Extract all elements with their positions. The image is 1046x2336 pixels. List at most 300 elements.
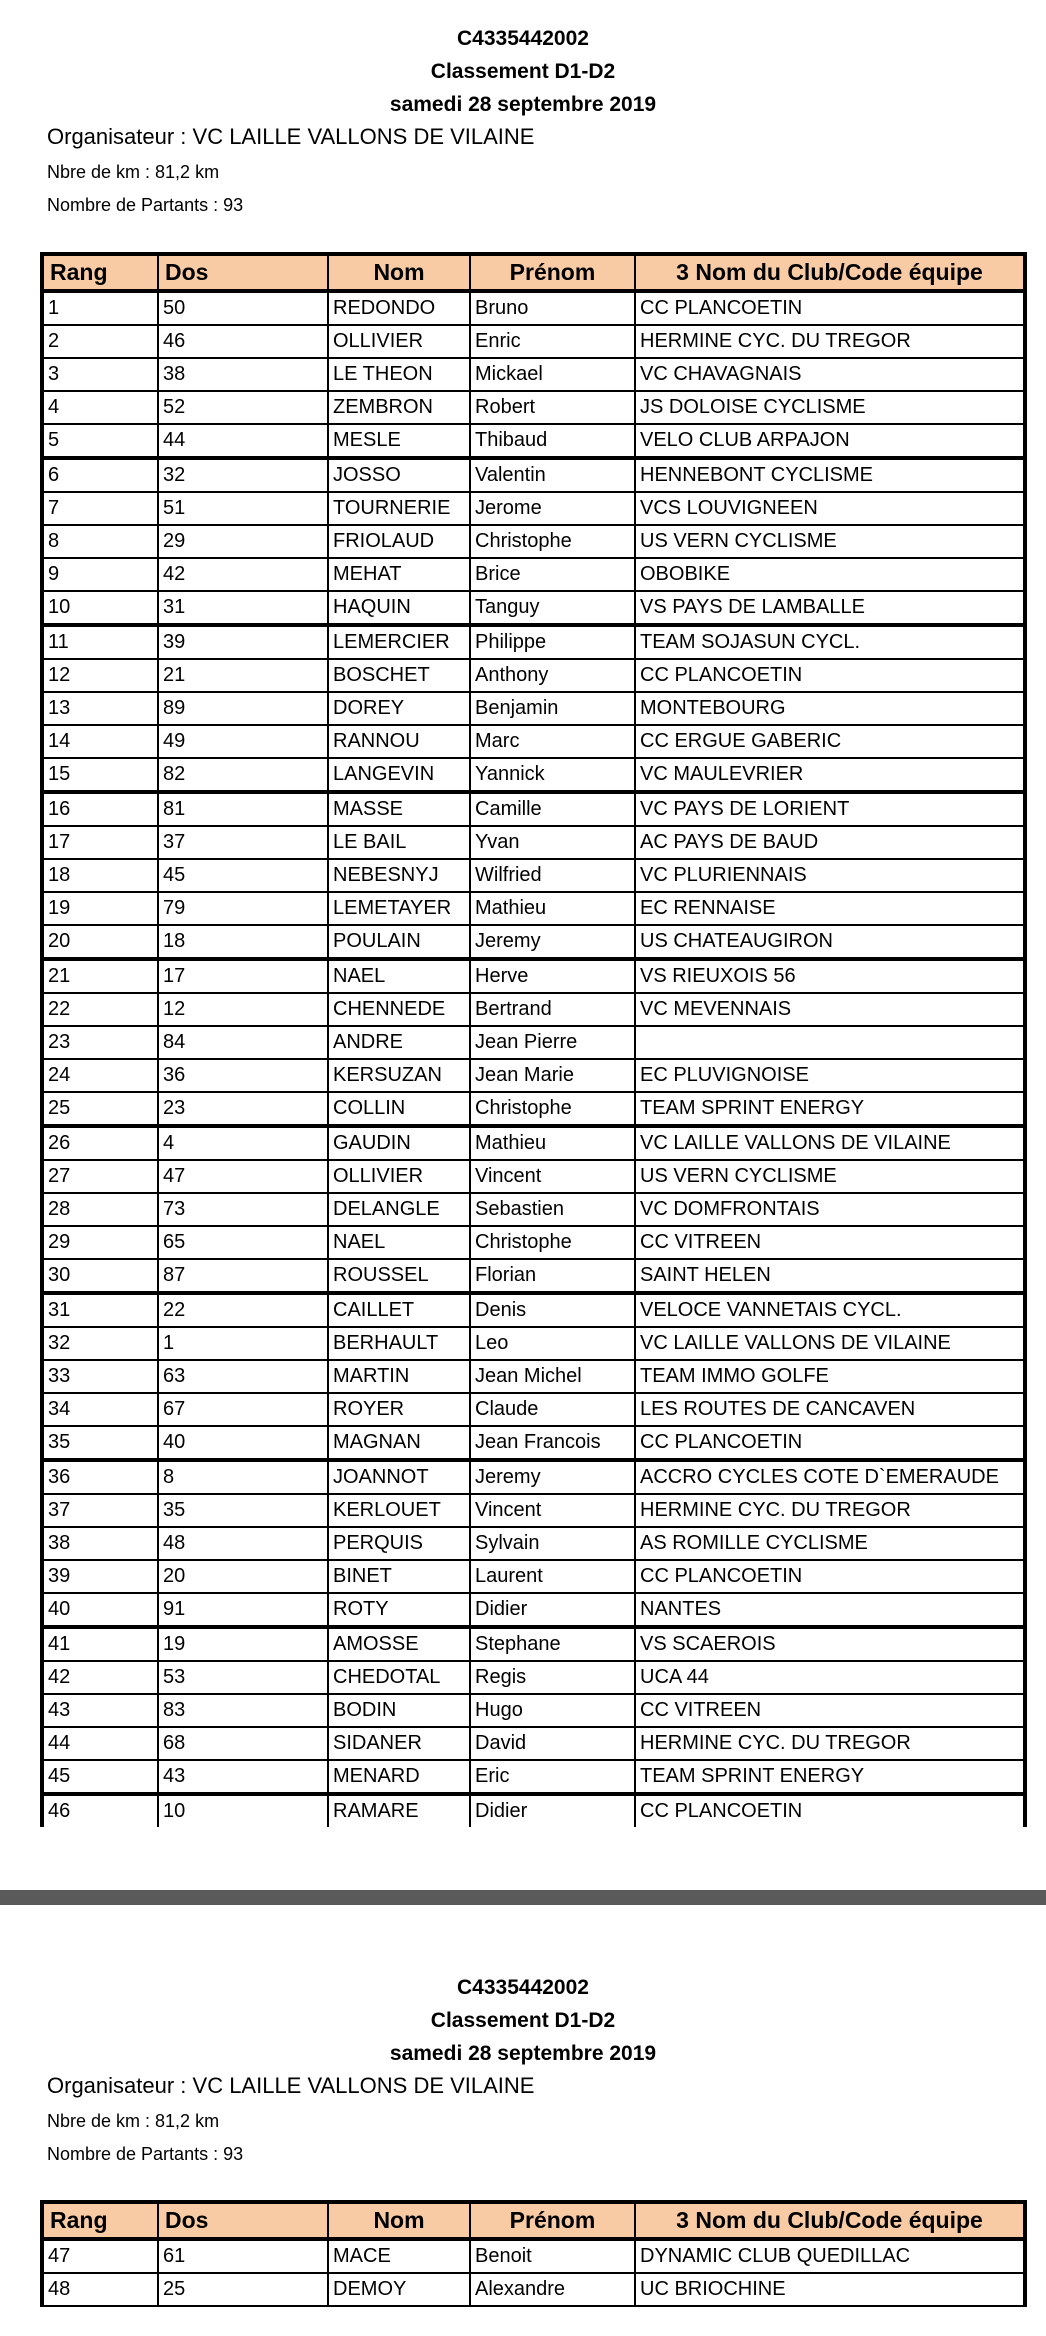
dos-cell: 21 [158, 659, 328, 692]
nom-cell: LANGEVIN [328, 758, 470, 792]
club-cell: VC MEVENNAIS [635, 993, 1025, 1026]
club-cell: JS DOLOISE CYCLISME [635, 391, 1025, 424]
nom-cell: DEMOY [328, 2273, 470, 2306]
rang-cell: 44 [42, 1727, 158, 1760]
club-cell: VC LAILLE VALLONS DE VILAINE [635, 1126, 1025, 1160]
dos-cell: 53 [158, 1661, 328, 1694]
nom-cell: PERQUIS [328, 1527, 470, 1560]
header-prenom: Prénom [470, 254, 635, 291]
prenom-cell: Sebastien [470, 1193, 635, 1226]
club-cell: VS SCAEROIS [635, 1627, 1025, 1661]
race-date: samedi 28 septembre 2019 [389, 93, 657, 116]
rang-cell: 23 [42, 1026, 158, 1059]
rang-cell: 45 [42, 1760, 158, 1794]
prenom-cell: Yannick [470, 758, 635, 792]
table-row [42, 1694, 1025, 1727]
nom-cell: MAGNAN [328, 1426, 470, 1460]
prenom-cell: Alexandre [470, 2273, 635, 2306]
club-cell: US VERN CYCLISME [635, 525, 1025, 558]
club-cell: HERMINE CYC. DU TREGOR [635, 1494, 1025, 1527]
table-row [42, 826, 1025, 859]
club-cell: VELOCE VANNETAIS CYCL. [635, 1293, 1025, 1327]
club-cell: AS ROMILLE CYCLISME [635, 1527, 1025, 1560]
results-table [40, 252, 1027, 1827]
header-nom: Nom [328, 254, 470, 291]
prenom-cell: Mathieu [470, 1126, 635, 1160]
table-row [42, 892, 1025, 925]
prenom-cell: Mickael [470, 358, 635, 391]
header-prenom: Prénom [470, 2202, 635, 2239]
table-row [42, 859, 1025, 892]
club-cell: TEAM IMMO GOLFE [635, 1360, 1025, 1393]
dos-cell: 12 [158, 993, 328, 1026]
club-cell: VC PAYS DE LORIENT [635, 792, 1025, 826]
distance: Nbre de km : 81,2 km [47, 162, 220, 182]
club-cell: CC PLANCOETIN [635, 659, 1025, 692]
rang-cell: 25 [42, 1092, 158, 1126]
rang-cell: 20 [42, 925, 158, 959]
table-row [42, 525, 1025, 558]
dos-cell: 65 [158, 1226, 328, 1259]
rang-cell: 27 [42, 1160, 158, 1193]
prenom-cell: Bruno [470, 291, 635, 325]
nom-cell: ZEMBRON [328, 391, 470, 424]
dos-cell: 45 [158, 859, 328, 892]
nom-cell: JOSSO [328, 458, 470, 492]
club-cell: VELO CLUB ARPAJON [635, 424, 1025, 458]
rang-cell: 42 [42, 1661, 158, 1694]
participants-count: Nombre de Partants : 93 [47, 2144, 244, 2164]
classement-title: Classement D1-D2 [430, 2009, 616, 2032]
rang-cell: 4 [42, 391, 158, 424]
nom-cell: BINET [328, 1560, 470, 1593]
table-row [42, 993, 1025, 1026]
table-row [42, 291, 1025, 325]
nom-cell: NAEL [328, 959, 470, 993]
club-cell: UC BRIOCHINE [635, 2273, 1025, 2306]
nom-cell: OLLIVIER [328, 1160, 470, 1193]
club-cell: VCS LOUVIGNEEN [635, 492, 1025, 525]
rang-cell: 43 [42, 1694, 158, 1727]
table-row [42, 1160, 1025, 1193]
nom-cell: JOANNOT [328, 1460, 470, 1494]
table-row [42, 2239, 1025, 2273]
prenom-cell: Enric [470, 325, 635, 358]
table-row [42, 625, 1025, 659]
prenom-cell: Regis [470, 1661, 635, 1694]
club-cell: EC PLUVIGNOISE [635, 1059, 1025, 1092]
prenom-cell: Mathieu [470, 892, 635, 925]
page-separator [0, 1890, 1046, 1905]
table-row [42, 659, 1025, 692]
dos-cell: 17 [158, 959, 328, 993]
table-row [42, 424, 1025, 458]
club-cell: UCA 44 [635, 1661, 1025, 1694]
dos-cell: 73 [158, 1193, 328, 1226]
nom-cell: BERHAULT [328, 1327, 470, 1360]
nom-cell: LEMERCIER [328, 625, 470, 659]
nom-cell: SIDANER [328, 1727, 470, 1760]
club-cell: HERMINE CYC. DU TREGOR [635, 1727, 1025, 1760]
nom-cell: ROYER [328, 1393, 470, 1426]
nom-cell: DELANGLE [328, 1193, 470, 1226]
dos-cell: 31 [158, 591, 328, 625]
dos-cell: 1 [158, 1327, 328, 1360]
table-row [42, 1327, 1025, 1360]
table-row [42, 1460, 1025, 1494]
prenom-cell: Valentin [470, 458, 635, 492]
club-cell: VC LAILLE VALLONS DE VILAINE [635, 1327, 1025, 1360]
dos-cell: 29 [158, 525, 328, 558]
dos-cell: 50 [158, 291, 328, 325]
club-cell: MONTEBOURG [635, 692, 1025, 725]
prenom-cell: Jean Marie [470, 1059, 635, 1092]
table-row [42, 1494, 1025, 1527]
header-nom: Nom [328, 2202, 470, 2239]
nom-cell: CAILLET [328, 1293, 470, 1327]
prenom-cell: Tanguy [470, 591, 635, 625]
nom-cell: KERLOUET [328, 1494, 470, 1527]
club-cell: VS PAYS DE LAMBALLE [635, 591, 1025, 625]
dos-cell: 82 [158, 758, 328, 792]
club-cell: NANTES [635, 1593, 1025, 1627]
prenom-cell: Vincent [470, 1160, 635, 1193]
rang-cell: 32 [42, 1327, 158, 1360]
dos-cell: 52 [158, 391, 328, 424]
table-header-row [42, 2202, 1025, 2239]
classement-title: Classement D1-D2 [430, 60, 616, 83]
dos-cell: 87 [158, 1259, 328, 1293]
club-cell: OBOBIKE [635, 558, 1025, 591]
club-cell [635, 1026, 1025, 1059]
rang-cell: 3 [42, 358, 158, 391]
prenom-cell: Sylvain [470, 1527, 635, 1560]
prenom-cell: Stephane [470, 1627, 635, 1661]
table-row [42, 959, 1025, 993]
nom-cell: AMOSSE [328, 1627, 470, 1661]
table-row [42, 925, 1025, 959]
prenom-cell: Jeremy [470, 925, 635, 959]
rang-cell: 13 [42, 692, 158, 725]
prenom-cell: Vincent [470, 1494, 635, 1527]
club-cell: SAINT HELEN [635, 1259, 1025, 1293]
club-cell: US VERN CYCLISME [635, 1160, 1025, 1193]
prenom-cell: Wilfried [470, 859, 635, 892]
nom-cell: MESLE [328, 424, 470, 458]
rang-cell: 8 [42, 525, 158, 558]
table-row [42, 358, 1025, 391]
dos-cell: 36 [158, 1059, 328, 1092]
nom-cell: HAQUIN [328, 591, 470, 625]
club-cell: ACCRO CYCLES COTE D`EMERAUDE [635, 1460, 1025, 1494]
nom-cell: LEMETAYER [328, 892, 470, 925]
prenom-cell: Camille [470, 792, 635, 826]
club-cell: CC PLANCOETIN [635, 1560, 1025, 1593]
table-row [42, 458, 1025, 492]
nom-cell: MASSE [328, 792, 470, 826]
prenom-cell: Christophe [470, 1226, 635, 1259]
prenom-cell: Hugo [470, 1694, 635, 1727]
rang-cell: 33 [42, 1360, 158, 1393]
table-row [42, 1126, 1025, 1160]
rang-cell: 16 [42, 792, 158, 826]
rang-cell: 14 [42, 725, 158, 758]
results-body [42, 2239, 1025, 2306]
rang-cell: 28 [42, 1193, 158, 1226]
dos-cell: 89 [158, 692, 328, 725]
nom-cell: CHENNEDE [328, 993, 470, 1026]
prenom-cell: Didier [470, 1593, 635, 1627]
dos-cell: 49 [158, 725, 328, 758]
header-dos: Dos [158, 254, 328, 291]
results-table [40, 2200, 1027, 2307]
rang-cell: 12 [42, 659, 158, 692]
rang-cell: 31 [42, 1293, 158, 1327]
table-row [42, 558, 1025, 591]
dos-cell: 35 [158, 1494, 328, 1527]
rang-cell: 30 [42, 1259, 158, 1293]
table-row [42, 1293, 1025, 1327]
table-row [42, 1426, 1025, 1460]
table-row [42, 391, 1025, 424]
header-club: 3 Nom du Club/Code équipe [635, 254, 1025, 291]
dos-cell: 39 [158, 625, 328, 659]
prenom-cell: Benoit [470, 2239, 635, 2273]
table-row [42, 1226, 1025, 1259]
table-row [42, 1593, 1025, 1627]
prenom-cell: Leo [470, 1327, 635, 1360]
dos-cell: 43 [158, 1760, 328, 1794]
dos-cell: 23 [158, 1092, 328, 1126]
rang-cell: 47 [42, 2239, 158, 2273]
rang-cell: 15 [42, 758, 158, 792]
club-cell: TEAM SPRINT ENERGY [635, 1760, 1025, 1794]
rang-cell: 21 [42, 959, 158, 993]
participants-count: Nombre de Partants : 93 [47, 195, 244, 215]
club-cell: HENNEBONT CYCLISME [635, 458, 1025, 492]
club-cell: VC CHAVAGNAIS [635, 358, 1025, 391]
rang-cell: 5 [42, 424, 158, 458]
club-cell: LES ROUTES DE CANCAVEN [635, 1393, 1025, 1426]
dos-cell: 40 [158, 1426, 328, 1460]
results-page-2 [0, 1905, 1046, 2336]
dos-cell: 38 [158, 358, 328, 391]
table-row [42, 1259, 1025, 1293]
rang-cell: 9 [42, 558, 158, 591]
club-cell: EC RENNAISE [635, 892, 1025, 925]
nom-cell: COLLIN [328, 1092, 470, 1126]
nom-cell: FRIOLAUD [328, 525, 470, 558]
nom-cell: BODIN [328, 1694, 470, 1727]
rang-cell: 46 [42, 1794, 158, 1827]
prenom-cell: David [470, 1727, 635, 1760]
club-cell: CC VITREEN [635, 1694, 1025, 1727]
nom-cell: LE BAIL [328, 826, 470, 859]
rang-cell: 40 [42, 1593, 158, 1627]
dos-cell: 18 [158, 925, 328, 959]
dos-cell: 83 [158, 1694, 328, 1727]
nom-cell: KERSUZAN [328, 1059, 470, 1092]
rang-cell: 35 [42, 1426, 158, 1460]
rang-cell: 10 [42, 591, 158, 625]
table-row [42, 1727, 1025, 1760]
nom-cell: NEBESNYJ [328, 859, 470, 892]
rang-cell: 19 [42, 892, 158, 925]
nom-cell: ANDRE [328, 1026, 470, 1059]
prenom-cell: Jean Michel [470, 1360, 635, 1393]
table-row [42, 1193, 1025, 1226]
table-row [42, 325, 1025, 358]
prenom-cell: Jean Pierre [470, 1026, 635, 1059]
rang-cell: 41 [42, 1627, 158, 1661]
club-cell: VC MAULEVRIER [635, 758, 1025, 792]
rang-cell: 29 [42, 1226, 158, 1259]
prenom-cell: Jeremy [470, 1460, 635, 1494]
rang-cell: 1 [42, 291, 158, 325]
nom-cell: ROUSSEL [328, 1259, 470, 1293]
rang-cell: 36 [42, 1460, 158, 1494]
prenom-cell: Denis [470, 1293, 635, 1327]
club-cell: CC PLANCOETIN [635, 1426, 1025, 1460]
dos-cell: 84 [158, 1026, 328, 1059]
table-row [42, 1026, 1025, 1059]
nom-cell: MARTIN [328, 1360, 470, 1393]
table-row [42, 1393, 1025, 1426]
prenom-cell: Claude [470, 1393, 635, 1426]
table-row [42, 2273, 1025, 2306]
rang-cell: 38 [42, 1527, 158, 1560]
dos-cell: 46 [158, 325, 328, 358]
prenom-cell: Thibaud [470, 424, 635, 458]
rang-cell: 37 [42, 1494, 158, 1527]
dos-cell: 44 [158, 424, 328, 458]
prenom-cell: Christophe [470, 525, 635, 558]
club-cell: DYNAMIC CLUB QUEDILLAC [635, 2239, 1025, 2273]
table-row [42, 591, 1025, 625]
dos-cell: 67 [158, 1393, 328, 1426]
nom-cell: POULAIN [328, 925, 470, 959]
club-cell: CC PLANCOETIN [635, 1794, 1025, 1827]
club-cell: TEAM SPRINT ENERGY [635, 1092, 1025, 1126]
nom-cell: GAUDIN [328, 1126, 470, 1160]
prenom-cell: Robert [470, 391, 635, 424]
dos-cell: 51 [158, 492, 328, 525]
prenom-cell: Didier [470, 1794, 635, 1827]
prenom-cell: Jean Francois [470, 1426, 635, 1460]
dos-cell: 19 [158, 1627, 328, 1661]
table-header-row [42, 254, 1025, 291]
rang-cell: 6 [42, 458, 158, 492]
prenom-cell: Marc [470, 725, 635, 758]
prenom-cell: Laurent [470, 1560, 635, 1593]
rang-cell: 24 [42, 1059, 158, 1092]
dos-cell: 63 [158, 1360, 328, 1393]
prenom-cell: Philippe [470, 625, 635, 659]
dos-cell: 25 [158, 2273, 328, 2306]
nom-cell: ROTY [328, 1593, 470, 1627]
prenom-cell: Brice [470, 558, 635, 591]
table-row [42, 792, 1025, 826]
table-row [42, 725, 1025, 758]
table-row [42, 692, 1025, 725]
dos-cell: 32 [158, 458, 328, 492]
club-cell: AC PAYS DE BAUD [635, 826, 1025, 859]
club-cell: CC PLANCOETIN [635, 291, 1025, 325]
table-row [42, 1560, 1025, 1593]
nom-cell: OLLIVIER [328, 325, 470, 358]
prenom-cell: Christophe [470, 1092, 635, 1126]
dos-cell: 4 [158, 1126, 328, 1160]
club-cell: VS RIEUXOIS 56 [635, 959, 1025, 993]
table-row [42, 1092, 1025, 1126]
organisateur: Organisateur : VC LAILLE VALLONS DE VILAINE [47, 124, 535, 149]
rang-cell: 11 [42, 625, 158, 659]
results-body [42, 291, 1025, 1827]
nom-cell: BOSCHET [328, 659, 470, 692]
nom-cell: DOREY [328, 692, 470, 725]
prenom-cell: Jerome [470, 492, 635, 525]
rang-cell: 18 [42, 859, 158, 892]
race-code: C4335442002 [457, 1976, 589, 1999]
club-cell: US CHATEAUGIRON [635, 925, 1025, 959]
table-row [42, 1760, 1025, 1794]
dos-cell: 42 [158, 558, 328, 591]
prenom-cell: Bertrand [470, 993, 635, 1026]
prenom-cell: Anthony [470, 659, 635, 692]
rang-cell: 34 [42, 1393, 158, 1426]
prenom-cell: Herve [470, 959, 635, 993]
prenom-cell: Yvan [470, 826, 635, 859]
table-row [42, 1661, 1025, 1694]
dos-cell: 37 [158, 826, 328, 859]
dos-cell: 47 [158, 1160, 328, 1193]
nom-cell: RANNOU [328, 725, 470, 758]
club-cell: TEAM SOJASUN CYCL. [635, 625, 1025, 659]
rang-cell: 26 [42, 1126, 158, 1160]
rang-cell: 48 [42, 2273, 158, 2306]
table-row [42, 1059, 1025, 1092]
club-cell: CC ERGUE GABERIC [635, 725, 1025, 758]
race-code: C4335442002 [457, 27, 589, 50]
nom-cell: CHEDOTAL [328, 1661, 470, 1694]
rang-cell: 17 [42, 826, 158, 859]
club-cell: HERMINE CYC. DU TREGOR [635, 325, 1025, 358]
dos-cell: 79 [158, 892, 328, 925]
dos-cell: 61 [158, 2239, 328, 2273]
prenom-cell: Florian [470, 1259, 635, 1293]
rang-cell: 2 [42, 325, 158, 358]
dos-cell: 20 [158, 1560, 328, 1593]
nom-cell: MACE [328, 2239, 470, 2273]
dos-cell: 48 [158, 1527, 328, 1560]
dos-cell: 10 [158, 1794, 328, 1827]
nom-cell: TOURNERIE [328, 492, 470, 525]
header-dos: Dos [158, 2202, 328, 2239]
dos-cell: 91 [158, 1593, 328, 1627]
club-cell: VC DOMFRONTAIS [635, 1193, 1025, 1226]
dos-cell: 22 [158, 1293, 328, 1327]
distance: Nbre de km : 81,2 km [47, 2111, 220, 2131]
club-cell: CC VITREEN [635, 1226, 1025, 1259]
rang-cell: 39 [42, 1560, 158, 1593]
table-row [42, 1527, 1025, 1560]
nom-cell: NAEL [328, 1226, 470, 1259]
nom-cell: MENARD [328, 1760, 470, 1794]
table-row [42, 1794, 1025, 1827]
table-row [42, 758, 1025, 792]
nom-cell: RAMARE [328, 1794, 470, 1827]
table-row [42, 1360, 1025, 1393]
